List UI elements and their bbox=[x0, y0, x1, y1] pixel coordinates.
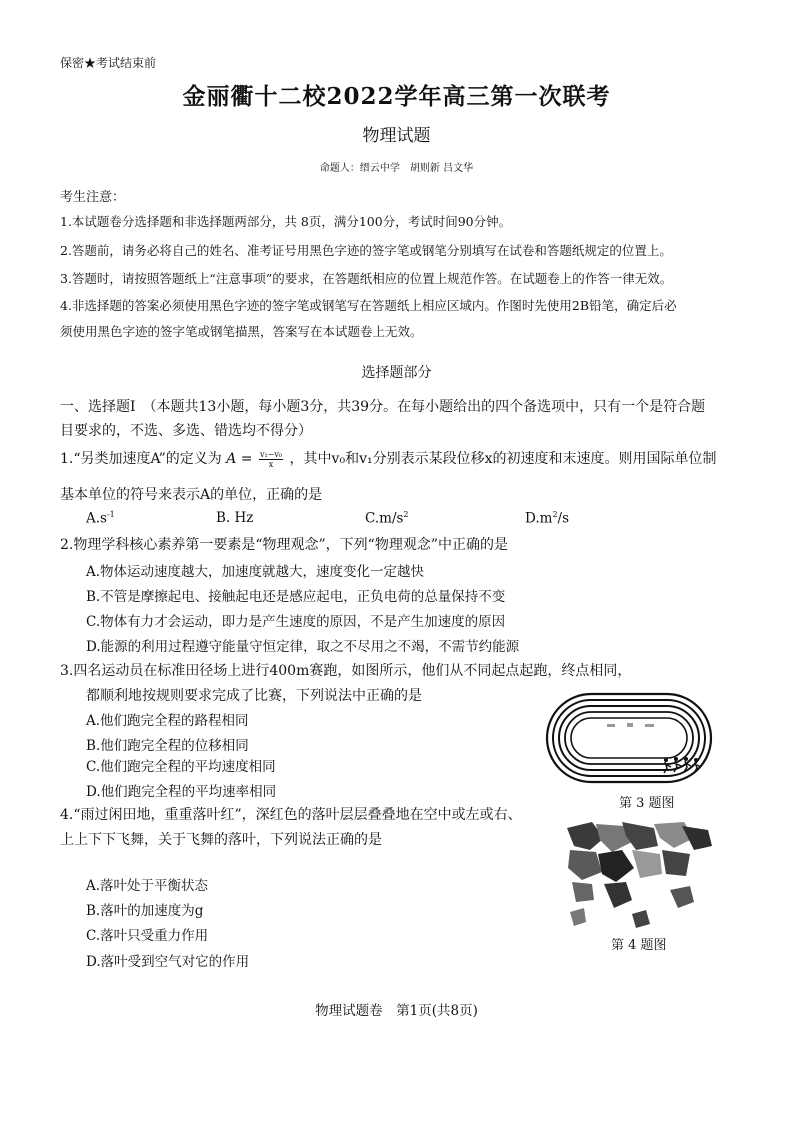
running-track-figure bbox=[545, 690, 715, 788]
question-3-option-c: C.他们跑完全程的平均速度相同 bbox=[86, 759, 276, 775]
question-2-option-d: D.能源的利用过程遵守能量守恒定律，取之不尽用之不竭，不需节约能源 bbox=[86, 639, 520, 655]
subject-title: 物理试题 bbox=[362, 126, 431, 146]
part-instructions: 一、选择题Ⅰ （本题共13小题，每小题3分，共39分。在每小题给出的四个备选项中，只有一个是符合题 bbox=[60, 399, 706, 415]
question-1-stem bbox=[60, 448, 716, 469]
note-item: 3.答题时，请按照答题纸上“注意事项”的要求，在答题纸相应的位置上规范作答。在试题卷上的作答一律无效。 bbox=[60, 271, 673, 286]
question-3-option-d: D.他们跑完全程的平均速率相同 bbox=[86, 784, 277, 800]
question-1-option-b: B. Hz bbox=[216, 510, 254, 526]
question-4-option-a: A.落叶处于平衡状态 bbox=[86, 878, 209, 894]
question-3-stem: 3.四名运动员在标准田径场上进行400m赛跑，如图所示，他们从不同起点起跑，终点相同， bbox=[60, 663, 632, 679]
formula-numerator: v₁−v₀ bbox=[259, 449, 283, 459]
page-footer: 物理试题卷 第1页(共8页) bbox=[315, 1003, 478, 1019]
question-4-stem: 4.“雨过闲田地，重重落叶红”，深红色的落叶层层叠叠地在空中或左或右、 bbox=[60, 807, 522, 823]
question-1-option-c: $C.m/s^2$ bbox=[365, 510, 409, 527]
formula-fraction bbox=[259, 450, 283, 469]
notes-heading: 考生注意： bbox=[60, 190, 126, 205]
note-item: 2.答题前，请务必将自己的姓名、准考证号用黑色字迹的签字笔或钢笔分别填写在试卷和答题纸规定的位置上。 bbox=[60, 243, 672, 258]
question-2-option-b: B.不管是摩擦起电、接触起电还是感应起电，正负电荷的总量保持不变 bbox=[86, 589, 506, 605]
note-item: 4.非选择题的答案必须使用黑色字迹的签字笔或钢笔写在答题纸上相应区域内。作图时先使用2B铅笔，确定后必 bbox=[60, 298, 677, 313]
question-1-option-d: $D.m^2/s$ bbox=[525, 510, 570, 527]
question-1-option-a: $A.s^{-1}$ bbox=[86, 510, 115, 527]
section-title: 选择题部分 bbox=[361, 365, 432, 381]
question-2-option-c: C.物体有力才会运动，即力是产生速度的原因，不是产生加速度的原因 bbox=[86, 614, 506, 630]
question-3-stem-cont: 都顺利地按规则要求完成了比赛，下列说法中正确的是 bbox=[86, 688, 422, 704]
note-item: 1.本试题卷分选择题和非选择题两部分，共 8页，满分100分，考试时间90分钟。 bbox=[60, 214, 512, 229]
question-3-option-a: A.他们跑完全程的路程相同 bbox=[86, 713, 249, 729]
formula-denominator: x bbox=[268, 459, 274, 469]
question-1-prefix: 1.“另类加速度A”的定义为 bbox=[60, 451, 222, 467]
note-item: 须使用黑色字迹的签字笔或钢笔描黑，答案写在本试题卷上无效。 bbox=[60, 324, 423, 339]
figure-3-caption: 第 3 题图 bbox=[619, 796, 675, 811]
question-1-stem-cont: 基本单位的符号来表示A的单位，正确的是 bbox=[60, 487, 323, 503]
question-4-option-d: D.落叶受到空气对它的作用 bbox=[86, 954, 250, 970]
field-marks bbox=[607, 723, 654, 727]
question-4-option-c: C.落叶只受重力作用 bbox=[86, 928, 209, 944]
formula-lhs: A = bbox=[226, 451, 253, 467]
question-2-stem: 2.物理学科核心素养第一要素是“物理观念”，下列“物理观念”中正确的是 bbox=[60, 537, 508, 553]
question-4-stem-cont: 上上下下飞舞，关于飞舞的落叶，下列说法正确的是 bbox=[60, 832, 382, 848]
question-3-option-b: B.他们跑完全程的位移相同 bbox=[86, 738, 249, 754]
confidential-label: 保密★考试结束前 bbox=[60, 56, 157, 70]
figure-4-caption: 第 4 题图 bbox=[611, 938, 667, 953]
exam-title: 金丽衢十二校2022学年高三第一次联考 bbox=[182, 83, 611, 110]
question-2-option-a: A.物体运动速度越大，加速度就越大，速度变化一定越快 bbox=[86, 564, 425, 580]
authors-line: 命题人：缙云中学 胡则新 吕文华 bbox=[319, 163, 474, 174]
falling-leaves-figure bbox=[562, 820, 717, 930]
question-4-option-b: B.落叶的加速度为g bbox=[86, 903, 204, 919]
question-1-suffix: ，其中v₀和v₁分别表示某段位移x的初速度和末速度。则用国际单位制 bbox=[289, 451, 717, 467]
part-instructions-cont: 目要求的，不选、多选、错选均不得分） bbox=[60, 423, 312, 439]
